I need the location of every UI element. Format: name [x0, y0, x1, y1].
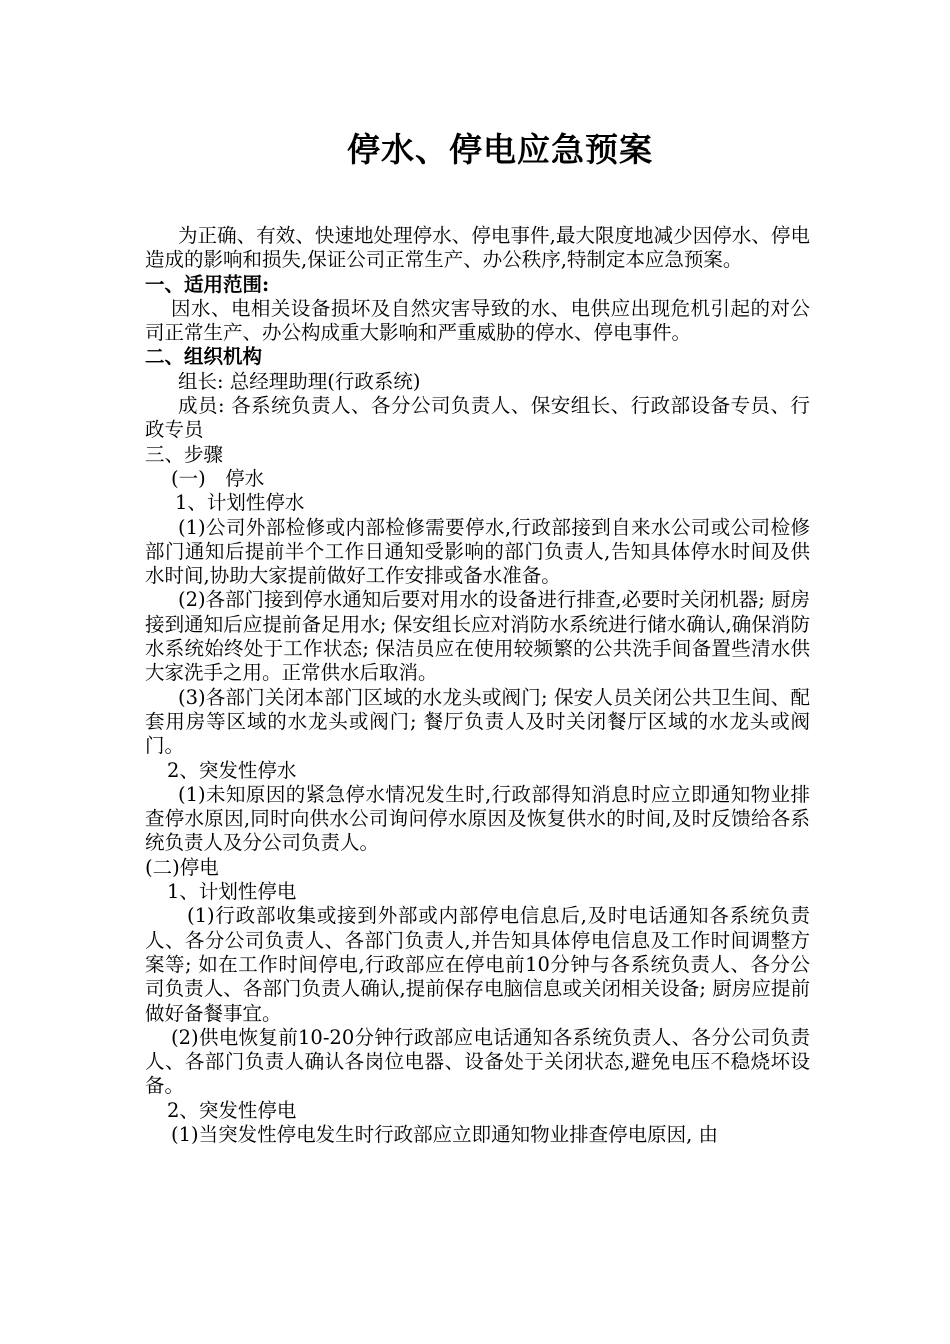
scope-paragraph: 因水、电相关设备损坏及自然灾害导致的水、电供应出现危机引起的对公司正常生产、办公构成重大影响和严重威胁的停水、停电事件。: [145, 296, 810, 345]
document-title: 停水、停电应急预案: [347, 130, 653, 169]
document-body: [145, 224, 810, 1147]
sudden-water-step-1: (1)未知原因的紧急停水情况发生时,行政部得知消息时应立即通知物业排查停水原因,同时向供水公司询问停水原因及恢复供水的时间,及时反馈给各系统负责人及分公司负责人。: [145, 782, 810, 855]
subsection-water-outage: (一) 停水: [171, 466, 265, 490]
section-heading-steps: 三、步骤: [145, 442, 224, 466]
subsection-power-outage: (二)停电: [145, 855, 219, 879]
item-planned-power-outage: 1、计划性停电: [167, 880, 297, 904]
item-planned-water-outage: 1、计划性停水: [175, 491, 305, 515]
power-step-1: (1)行政部收集或接到外部或内部停电信息后,及时电话通知各系统负责人、各分公司负责人、各部门负责人,并告知具体停电信息及工作时间调整方案等; 如在工作时间停电,行政部应在停电前10分钟与各系统负责人、各分公司负责人、各部门负责人确认,提前保存电脑信息或关闭相关设备; 厨房应提前做好备餐事宜。: [145, 904, 810, 1025]
sudden-power-step-1: (1)当突发性停电发生时行政部应立即通知物业排查停电原因, 由: [171, 1122, 719, 1146]
section-heading-scope: 一、适用范围:: [145, 272, 270, 296]
water-step-3: (3)各部门关闭本部门区域的水龙头或阀门; 保安人员关闭公共卫生间、配套用房等区域的水龙头或阀门; 餐厅负责人及时关闭餐厅区域的水龙头或阀门。: [145, 685, 810, 758]
item-sudden-power-outage: 2、突发性停电: [167, 1098, 297, 1122]
organization-members: 成员: 各系统负责人、各分公司负责人、保安组长、行政部设备专员、行政专员: [145, 394, 810, 442]
intro-paragraph: 为正确、有效、快速地处理停水、停电事件,最大限度地减少因停水、停电造成的影响和损失,保证公司正常生产、办公秩序,特制定本应急预案。: [145, 224, 810, 272]
water-step-1: (1)公司外部检修或内部检修需要停水,行政部接到自来水公司或公司检修部门通知后提前半个工作日通知受影响的部门负责人,告知具体停水时间及供水时间,协助大家提前做好工作安排或备水准备。: [145, 515, 810, 588]
water-step-2: (2)各部门接到停水通知后要对用水的设备进行排查,必要时关闭机器; 厨房接到通知后应提前备足用水; 保安组长应对消防水系统进行储水确认,确保消防水系统始终处于工作状态; 保洁员应在使用较频繁的公共洗手间备置些清水供大家洗手之用。正常供水后取消。: [145, 588, 810, 685]
power-step-2: (2)供电恢复前10-20分钟行政部应电话通知各系统负责人、各分公司负责人、各部门负责人确认各岗位电器、设备处于关闭状态,避免电压不稳烧坏设备。: [145, 1025, 810, 1098]
organization-leader: 组长: 总经理助理(行政系统): [178, 369, 421, 393]
section-heading-organization: 二、组织机构: [145, 345, 263, 369]
item-sudden-water-outage: 2、突发性停水: [167, 758, 297, 782]
